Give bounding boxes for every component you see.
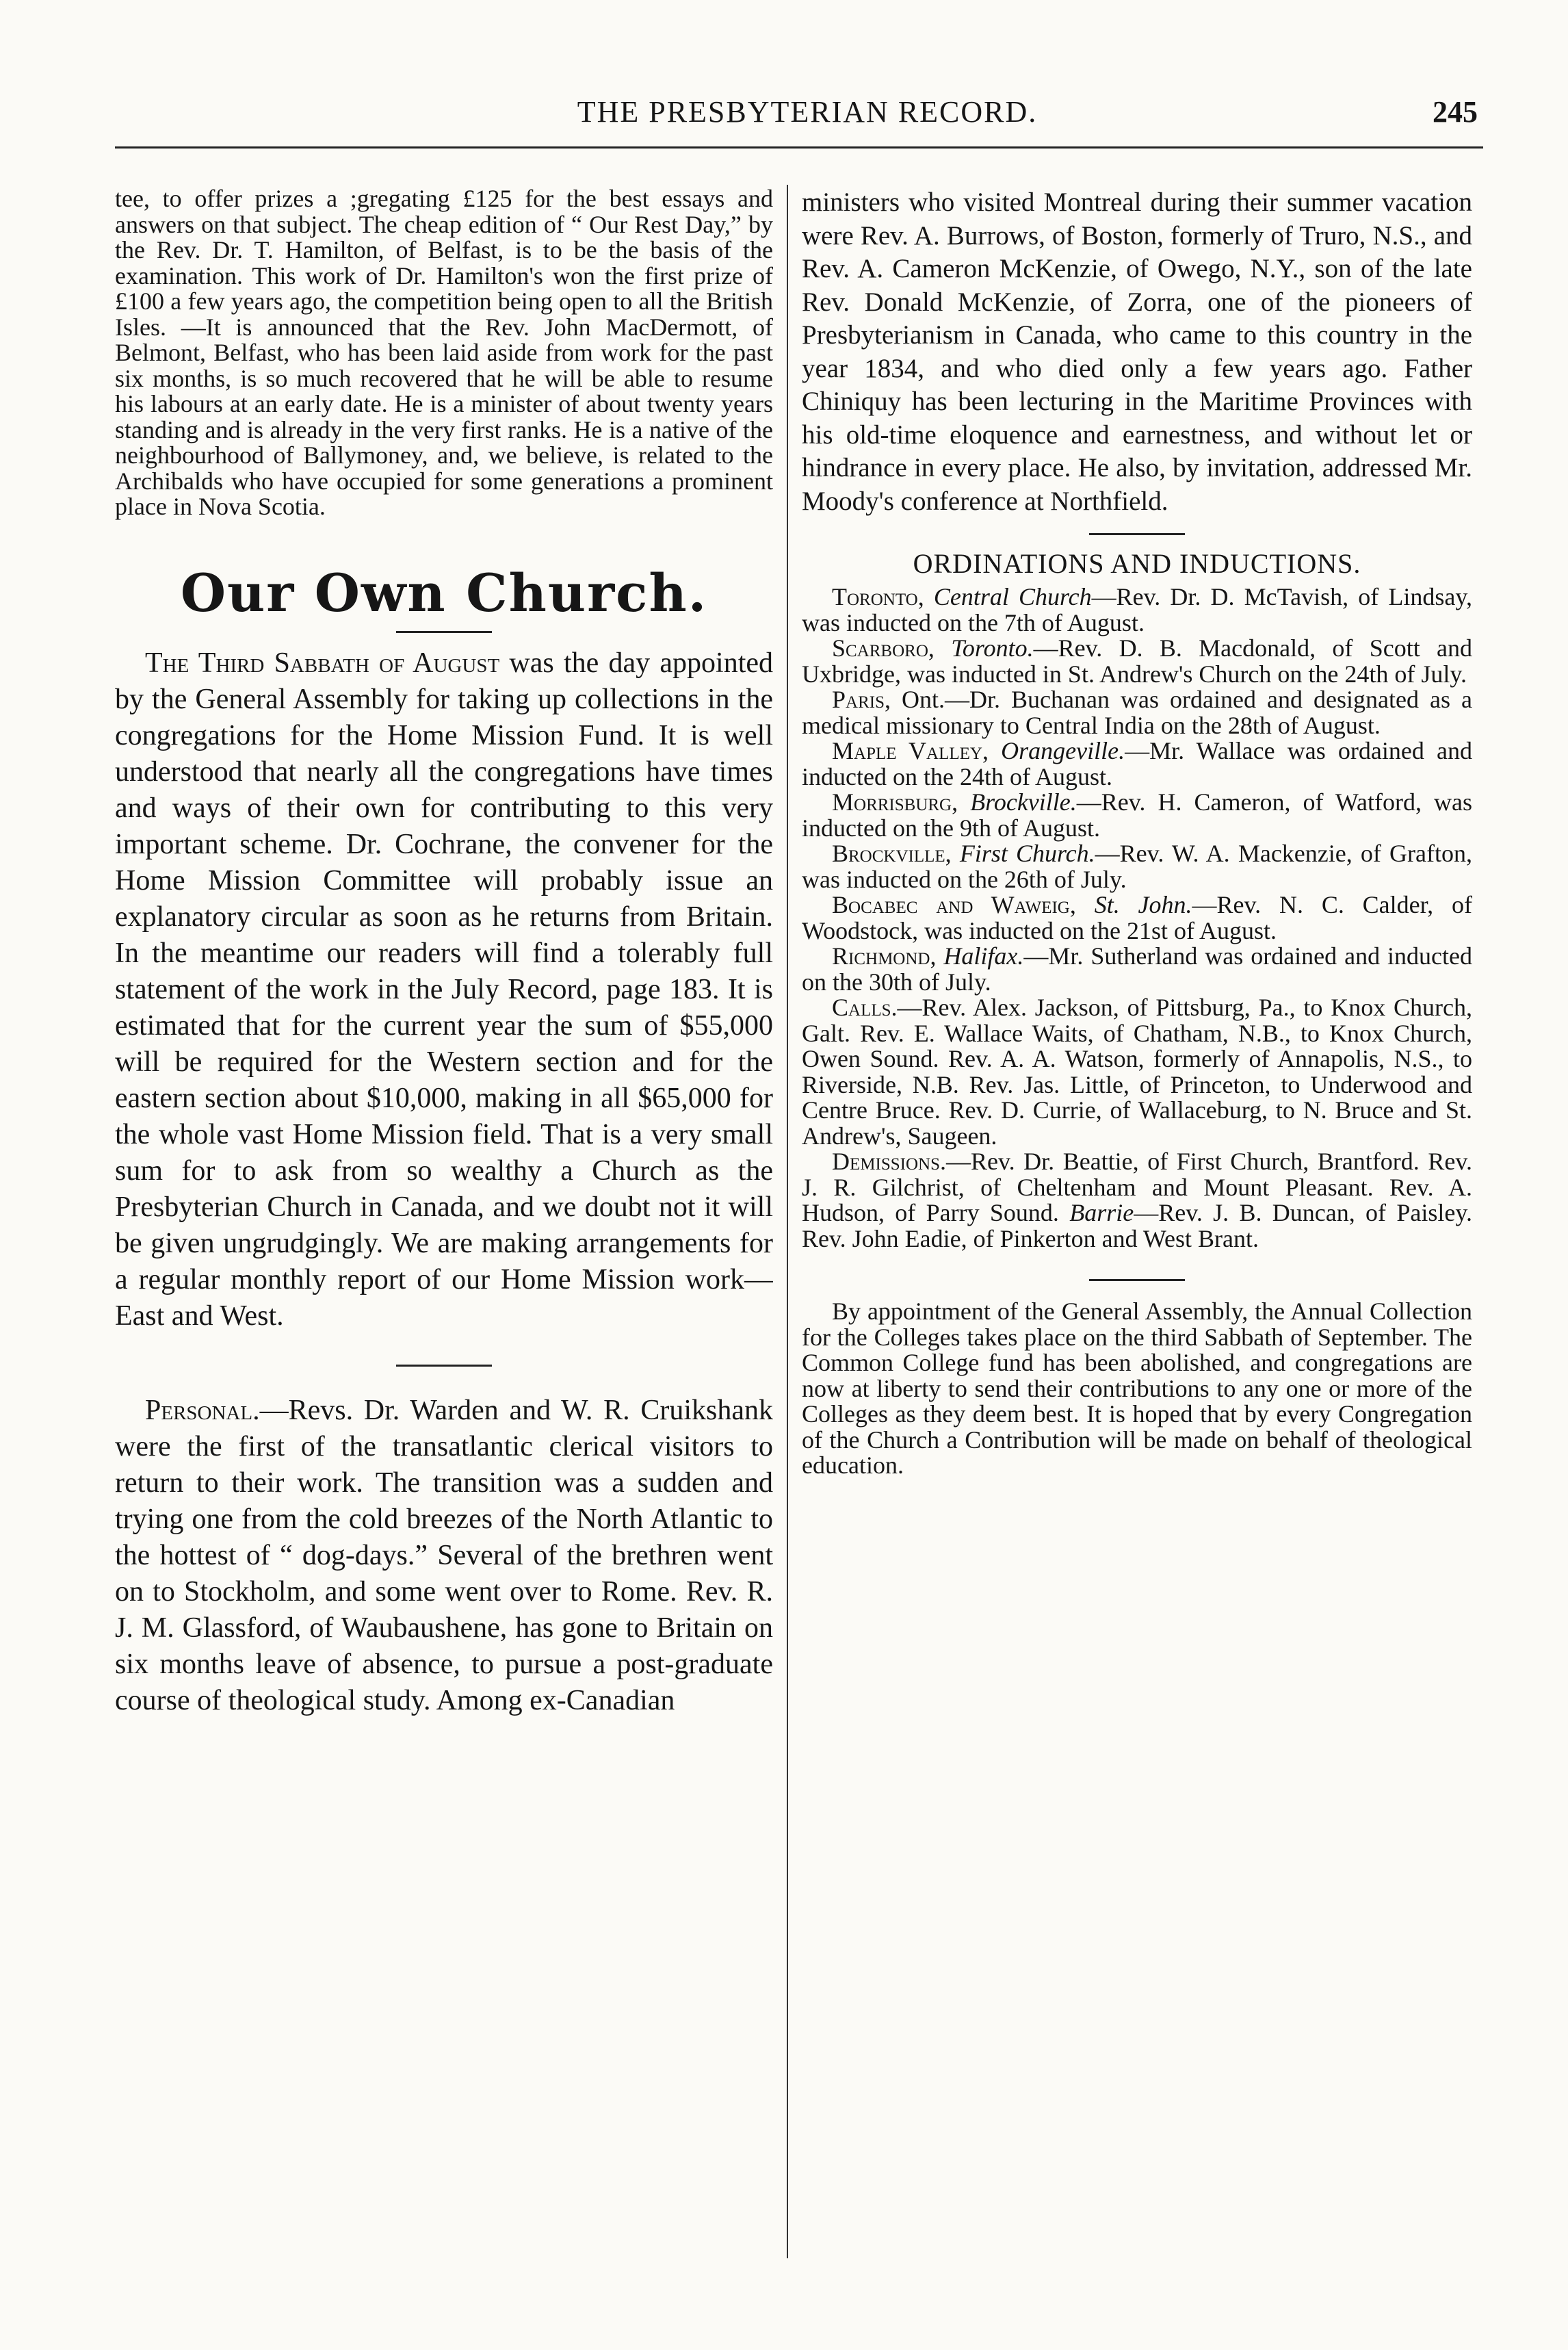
ordination-entry: Maple Valley, Orangeville.—Mr. Wallace was ordained and inducted on the 24th of August. (802, 737, 1472, 790)
home-mission-paragraph (115, 645, 773, 1334)
calls-text: —Rev. Alex. Jackson, of Pittsburg, Pa., to Knox Church, Galt. Rev. E. Wallace Waits, of Chatham, N.B., to Knox Church, Owen Sound. Rev. A. A. Watson, formerly of Annapolis, N.S., to Riverside, N.B. Rev. Jas. Little, of Princeton, to Underwood and Centre Bruce. Rev. D. Currie, of Wallaceburg, to N. Bruce and St. Andrew's, Saugeen. (802, 994, 1472, 1150)
page-number: 245 (1433, 95, 1478, 129)
column-divider (787, 185, 788, 2258)
divider-rule (1089, 533, 1185, 535)
divider-rule (1089, 1279, 1185, 1281)
colleges-paragraph: By appointment of the General Assembly, the Annual Collection for the Colleges takes place on the third Sabbath of September. The Common College fund has been abolished, and congregations are now at liberty to send their contributions to any one or more of the Colleges as they deem best. It is hoped that by every Congregation of the Church a Contribution will be made on behalf of theological education. (802, 1297, 1472, 1479)
divider-rule (396, 1365, 492, 1367)
section-rule (396, 631, 492, 633)
demissions-label: Demissions. (832, 1148, 946, 1175)
demissions-entry (802, 1149, 1472, 1252)
right-paragraph-1: ministers who visited Montreal during their summer vacation were Rev. A. Burrows, of Boston, formerly of Truro, N.S., and Rev. A. Cameron McKenzie, of Owego, N.Y., son of the late Rev. Donald McKenzie, of Zorra, one of the pioneers of Presbyterianism in Canada, who came to this country in the year 1834, and who died only a few years ago. Father Chiniquy has been lecturing in the Maritime Provinces with his old-time eloquence and earnestness, and without let or hindrance in every place. He also, by invitation, addressed Mr. Moody's conference at Northfield. (802, 188, 1472, 516)
ordination-entries (802, 584, 1472, 1252)
home-mission-text: was the day appointed by the General Assembly for taking up collections in the congregations for the Home Mission Fund. It is well understood that nearly all the congregations have times and ways of their own for contributing to this very important scheme. Dr. Cochrane, the convener for the Home Mission Committee will probably issue an explanatory circular as soon as he returns from Britain. In the meantime our readers will find a tolerably full statement of the work in the July Record, page 183. It is estimated that for the current year the sum of $55,000 will be required for the Western section and for the eastern section about $10,000, making in all $65,000 for the whole vast Home Mission field. That is a very small sum for to ask from so wealthy a Church as the Presbyterian Church in Canada, and we doubt not it will be given ungrudgingly. We are making arrangements for a regular monthly report of our Home Mission work—East and West. (115, 647, 773, 1332)
section-title-our-own-church: Our Own Church. (180, 562, 708, 623)
personal-paragraph (115, 1393, 773, 1719)
journal-title: THE PRESBYTERIAN RECORD. (577, 95, 1038, 129)
ordination-entry: Toronto, Central Church—Rev. Dr. D. McTavish, of Lindsay, was inducted on the 7th of August. (802, 583, 1472, 636)
ordination-entry: Brockville, First Church.—Rev. W. A. Mackenzie, of Grafton, was inducted on the 26th of July. (802, 840, 1472, 893)
header-rule (115, 146, 1483, 149)
lead-in: The Third Sabbath of August (145, 647, 500, 679)
barrie-label: Barrie (1069, 1199, 1134, 1226)
ordination-entry: Morrisburg, Brockville.—Rev. H. Cameron, of Watford, was inducted on the 9th of August. (802, 788, 1472, 842)
left-column (115, 186, 773, 2267)
section-title-ordinations: ORDINATIONS AND INDUCTIONS. (913, 548, 1361, 579)
personal-label: Personal. (145, 1394, 260, 1426)
ordination-entry: Scarboro, Toronto.—Rev. D. B. Macdonald, of Scott and Uxbridge, was inducted in St. Andrew's Church on the 24th of July. (802, 634, 1472, 688)
demissions-text: —Rev. Dr. Beattie, of First Church, Brantford. Rev. J. R. Gilchrist, of Cheltenham and Mount Pleasant. Rev. A. Hudson, of Parry Sound. (802, 1148, 1472, 1226)
running-head (137, 94, 1478, 135)
right-column (802, 186, 1472, 2267)
ordination-entry: Paris, Ont.—Dr. Buchanan was ordained and designated as a medical missionary to Central India on the 28th of August. (802, 686, 1472, 739)
ordination-entry: Bocabec and Waweig, St. John.—Rev. N. C. Calder, of Woodstock, was inducted on the 21st of August. (802, 891, 1472, 944)
calls-entry (802, 995, 1472, 1149)
calls-label: Calls. (832, 994, 898, 1021)
ordination-entry: Richmond, Halifax.—Mr. Sutherland was ordained and inducted on the 30th of July. (802, 942, 1472, 996)
personal-text: —Revs. Dr. Warden and W. R. Cruikshank were the first of the transatlantic clerical visitors to return to their work. The transition was a sudden and trying one from the cold breezes of the North Atlantic to the hottest of “ dog-days.” Several of the brethren went on to Stockholm, and some went over to Rome. Rev. R. J. M. Glassford, of Waubaushene, has gone to Britain on six months leave of absence, to pursue a post-graduate course of theological study. Among ex-Canadian (115, 1394, 773, 1716)
barrie-text: —Rev. J. B. Duncan, of Paisley. Rev. John Eadie, of Pinkerton and West Brant. (802, 1199, 1472, 1252)
left-paragraph-1: tee, to offer prizes a ;gregating £125 for the best essays and answers on that subject. The cheap edition of “ Our Rest Day,” by the Rev. Dr. T. Hamilton, of Belfast, is to be the basis of the examination. This work of Dr. Hamilton's won the first prize of £100 a few years ago, the competition being open to all the British Isles. —It is announced that the Rev. John MacDermott, of Belmont, Belfast, who has been laid aside from work for the past six months, is so much recovered that he will be able to resume his labours at an early date. He is a minister of about twenty years standing and is already in the very first ranks. He is a native of the neighbourhood of Ballymoney, and, we believe, is related to the Archibalds who have occupied for some generations a prominent place in Nova Scotia. (115, 186, 773, 520)
